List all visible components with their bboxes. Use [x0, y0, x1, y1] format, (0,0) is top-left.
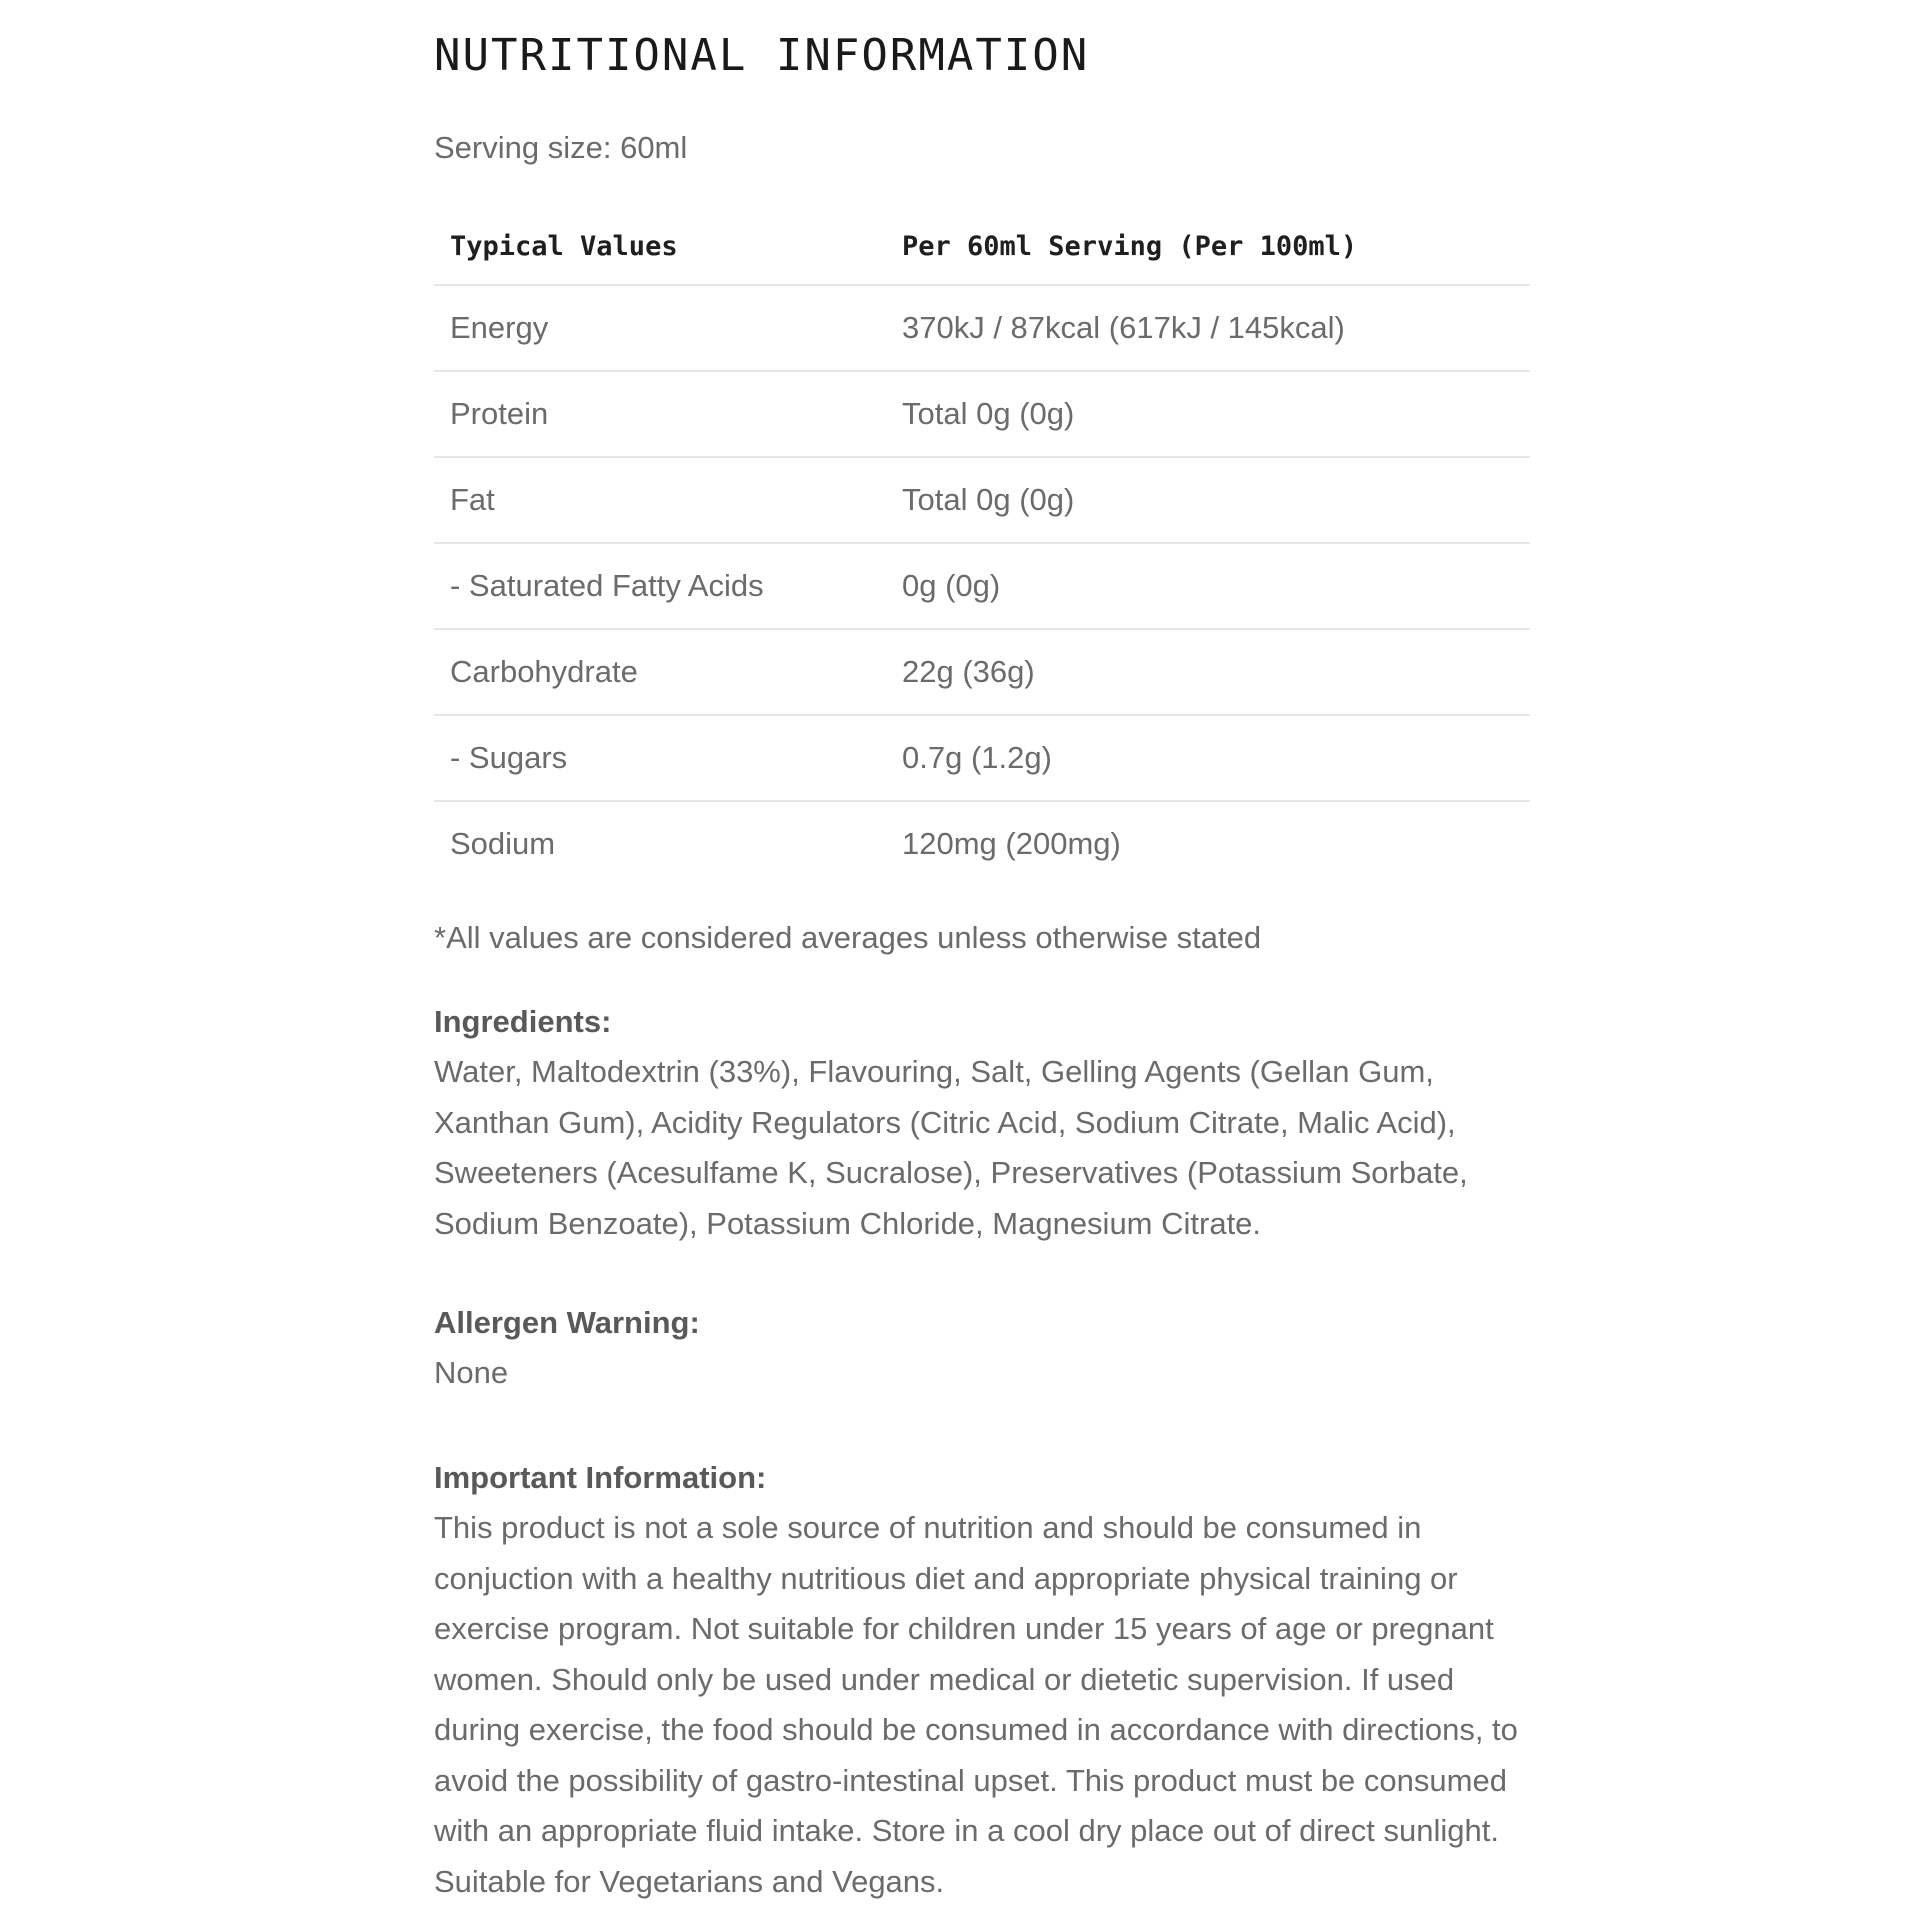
table-row	[434, 801, 1530, 886]
table-row	[434, 543, 1530, 629]
important-info-heading: Important Information:	[434, 1460, 767, 1495]
allergen-section	[434, 1298, 1534, 1399]
nutrient-value: 0.7g (1.2g)	[886, 715, 1530, 801]
nutrition-table	[434, 208, 1530, 886]
table-row	[434, 457, 1530, 543]
ingredients-text: Water, Maltodextrin (33%), Flavouring, Salt, Gelling Agents (Gellan Gum, Xanthan Gum), Acidity Regulators (Citric Acid, Sodium Citrate, Malic Acid), Sweeteners (Acesulfame K, Sucralose), Preservatives (Potassium Sorbate, Sodium Benzoate), Potassium Chloride, Magnesium Citrate.	[434, 1054, 1468, 1241]
nutrient-value: 370kJ / 87kcal (617kJ / 145kcal)	[886, 285, 1530, 371]
serving-size: Serving size: 60ml	[434, 130, 688, 165]
ingredients-heading: Ingredients:	[434, 1004, 612, 1039]
nutrient-name: - Sugars	[434, 715, 886, 801]
table-header-row	[434, 208, 1530, 285]
important-info-text: This product is not a sole source of nutrition and should be consumed in conjuction with a healthy nutritious diet and appropriate physical training or exercise program. Not suitable for children under 15 years of age or pregnant women. Should only be used under medical or dietetic supervision. If used during exercise, the food should be consumed in accordance with directions, to avoid the possibility of gastro-intestinal upset. This product must be consumed with an appropriate fluid intake. Store in a cool dry place out of direct sunlight. Suitable for Vegetarians and Vegans.	[434, 1510, 1518, 1899]
important-info-section	[434, 1453, 1534, 1907]
page-title: NUTRITIONAL INFORMATION	[434, 30, 1090, 81]
nutrient-value: Total 0g (0g)	[886, 457, 1530, 543]
nutrient-name: Sodium	[450, 826, 556, 861]
nutrient-name: Energy	[434, 285, 886, 371]
table-row	[434, 629, 1530, 715]
header-typical-values: Typical Values	[434, 208, 886, 285]
allergen-heading: Allergen Warning:	[434, 1305, 700, 1340]
nutrient-value: 22g (36g)	[886, 629, 1530, 715]
allergen-text: None	[434, 1355, 509, 1390]
nutrient-name: Fat	[434, 457, 886, 543]
nutrient-value: Total 0g (0g)	[886, 371, 1530, 457]
nutrient-name: Carbohydrate	[434, 629, 886, 715]
nutrient-value: 0g (0g)	[886, 543, 1530, 629]
nutrient-name: Protein	[434, 371, 886, 457]
table-row	[434, 715, 1530, 801]
table-row	[434, 371, 1530, 457]
nutrient-name: - Saturated Fatty Acids	[434, 543, 886, 629]
averages-note: *All values are considered averages unless otherwise stated	[434, 920, 1262, 955]
nutrient-value: 120mg (200mg)	[902, 826, 1121, 861]
ingredients-section	[434, 997, 1534, 1249]
table-row	[434, 285, 1530, 371]
header-per-serving: Per 60ml Serving (Per 100ml)	[886, 208, 1530, 285]
